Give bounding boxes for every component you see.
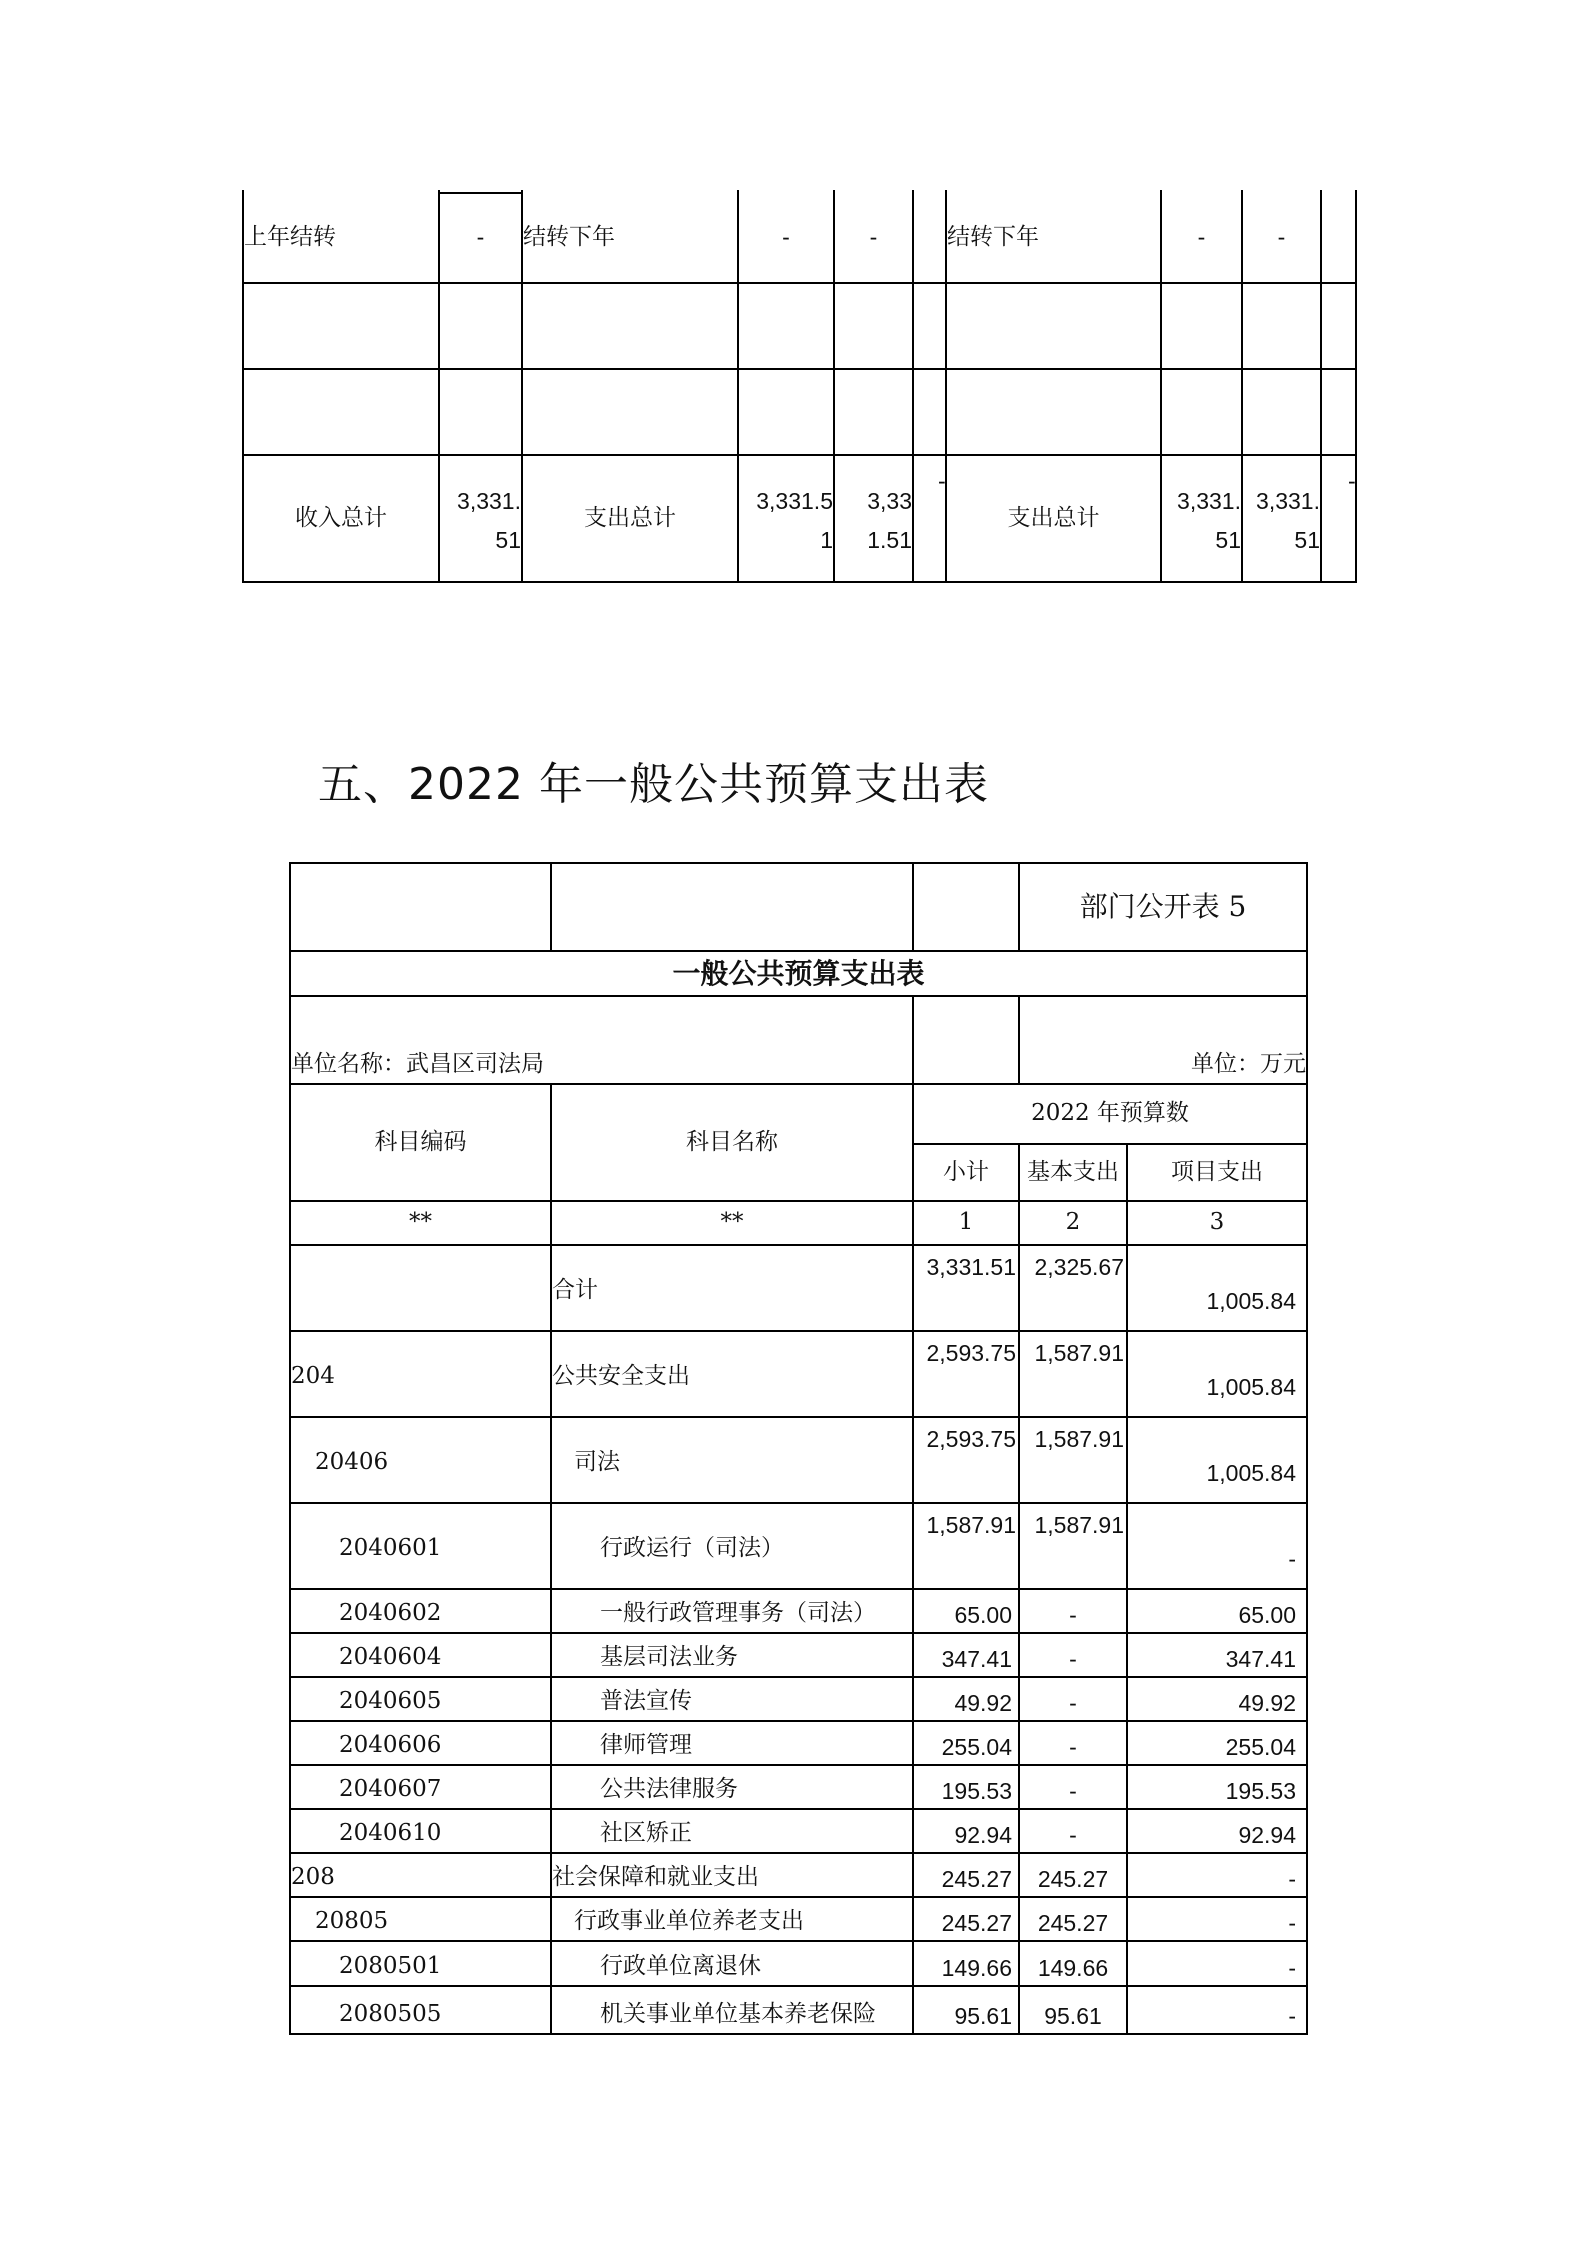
row-basic: - bbox=[1069, 1690, 1077, 1717]
row-code: 2040602 bbox=[339, 1600, 442, 1627]
row-project: 347.41 bbox=[1225, 1646, 1296, 1673]
table-tag: 部门公开表 5 bbox=[1079, 890, 1247, 924]
index-name: ** bbox=[720, 1209, 744, 1236]
row-name: 行政事业单位养老支出 bbox=[574, 1908, 804, 1935]
table-line bbox=[912, 862, 914, 950]
row-name: 社区矫正 bbox=[600, 1820, 692, 1847]
row-subtotal: 3,331.51 bbox=[926, 1254, 1016, 1280]
row-project: 1,005.84 bbox=[1206, 1374, 1296, 1401]
row-basic: 95.61 bbox=[1044, 2003, 1102, 2030]
row-project: 49.92 bbox=[1238, 1690, 1296, 1717]
top-table-line bbox=[242, 368, 1357, 370]
row-project: - bbox=[1288, 1955, 1296, 1982]
header-basic: 基本支出 bbox=[1027, 1158, 1119, 1185]
section-title: 五、2022 年一般公共预算支出表 bbox=[318, 759, 989, 810]
carryover-label: 上年结转 bbox=[244, 224, 336, 251]
row-subtotal: 149.66 bbox=[941, 1955, 1012, 1982]
top-table-line bbox=[912, 190, 914, 583]
income-total-value: 3,331. 51 bbox=[457, 488, 521, 553]
row-subtotal: 255.04 bbox=[941, 1734, 1012, 1761]
total-dash: - bbox=[1348, 468, 1356, 494]
header-subtotal: 小计 bbox=[943, 1158, 989, 1185]
row-code: 2080505 bbox=[339, 2001, 442, 2028]
row-subtotal: 2,593.75 bbox=[926, 1340, 1016, 1366]
table-line bbox=[912, 995, 914, 1083]
carry-next-label: 结转下年 bbox=[523, 224, 615, 251]
row-name: 公共安全支出 bbox=[552, 1363, 690, 1390]
index-code: ** bbox=[409, 1209, 432, 1236]
expense-total-value: 3,33 1.51 bbox=[867, 488, 912, 553]
row-project: 1,005.84 bbox=[1206, 1288, 1296, 1315]
row-basic: 1,587.91 bbox=[1034, 1340, 1124, 1366]
row-basic: 1,587.91 bbox=[1034, 1512, 1124, 1538]
row-code: 2040604 bbox=[339, 1644, 442, 1671]
row-project: - bbox=[1288, 1910, 1296, 1937]
row-name: 基层司法业务 bbox=[600, 1644, 738, 1671]
table-line bbox=[289, 2033, 1308, 2035]
row-code: 204 bbox=[291, 1363, 335, 1390]
row-subtotal: 347.41 bbox=[941, 1646, 1012, 1673]
row-basic: - bbox=[1069, 1822, 1077, 1849]
row-code: 208 bbox=[291, 1864, 335, 1891]
row-name: 行政单位离退休 bbox=[600, 1953, 761, 1980]
expense-total-label: 支出总计 bbox=[584, 504, 676, 531]
row-subtotal: 95.61 bbox=[954, 2003, 1012, 2030]
top-table-line bbox=[1320, 190, 1322, 583]
row-subtotal: 1,587.91 bbox=[926, 1512, 1016, 1538]
expense-total-value: 3,331.5 1 bbox=[756, 488, 833, 553]
row-name: 普法宣传 bbox=[600, 1688, 692, 1715]
row-subtotal: 49.92 bbox=[954, 1690, 1012, 1717]
header-budget: 2022 年预算数 bbox=[1031, 1100, 1189, 1127]
row-name: 社会保障和就业支出 bbox=[552, 1864, 759, 1891]
row-project: 1,005.84 bbox=[1206, 1460, 1296, 1487]
row-basic: 2,325.67 bbox=[1034, 1254, 1124, 1280]
top-table-line bbox=[1355, 190, 1357, 583]
row-basic: 149.66 bbox=[1037, 1955, 1109, 1982]
header-code: 科目编码 bbox=[374, 1128, 467, 1155]
carryover-income: - bbox=[476, 224, 485, 251]
expense-total-value: 3,331. 51 bbox=[1177, 488, 1241, 553]
carry-next-value: - bbox=[1277, 224, 1286, 251]
top-table-line bbox=[242, 282, 1357, 284]
row-code: 2040606 bbox=[339, 1732, 442, 1759]
row-code: 2040601 bbox=[339, 1535, 442, 1562]
row-code: 2080501 bbox=[339, 1953, 442, 1980]
row-project: - bbox=[1288, 1866, 1296, 1893]
row-name: 公共法律服务 bbox=[600, 1776, 738, 1803]
row-project: - bbox=[1288, 1546, 1296, 1573]
carry-next-label-2: 结转下年 bbox=[947, 224, 1039, 251]
row-subtotal: 245.27 bbox=[941, 1866, 1012, 1893]
row-subtotal: 92.94 bbox=[954, 1822, 1012, 1849]
total-dash: - bbox=[938, 468, 946, 494]
carry-next-value: - bbox=[782, 224, 790, 251]
table-line bbox=[550, 862, 552, 950]
index-c2: 2 bbox=[1065, 1209, 1081, 1236]
expense-total-label-2: 支出总计 bbox=[1007, 504, 1100, 531]
row-code bbox=[291, 1246, 550, 1330]
row-project: 255.04 bbox=[1225, 1734, 1296, 1761]
row-code: 2040610 bbox=[339, 1820, 442, 1847]
row-basic: 245.27 bbox=[1037, 1910, 1109, 1937]
row-code: 2040607 bbox=[339, 1776, 442, 1803]
row-name: 律师管理 bbox=[600, 1732, 692, 1759]
row-basic: 1,587.91 bbox=[1034, 1426, 1124, 1452]
row-name: 司法 bbox=[574, 1449, 620, 1476]
row-code: 20406 bbox=[315, 1449, 389, 1476]
table-title: 一般公共预算支出表 bbox=[672, 956, 925, 990]
top-table-line bbox=[242, 581, 1357, 583]
row-name: 机关事业单位基本养老保险 bbox=[600, 2001, 876, 2028]
header-name: 科目名称 bbox=[686, 1128, 778, 1155]
table-line bbox=[1306, 862, 1308, 2035]
row-basic: - bbox=[1069, 1602, 1077, 1629]
row-project: 92.94 bbox=[1238, 1822, 1296, 1849]
row-subtotal: 2,593.75 bbox=[926, 1426, 1016, 1452]
expense-total-value: 3,331. 51 bbox=[1256, 488, 1320, 553]
row-basic: - bbox=[1069, 1778, 1077, 1805]
row-project: - bbox=[1288, 2003, 1296, 2030]
row-name: 一般行政管理事务（司法） bbox=[600, 1600, 876, 1627]
row-basic: - bbox=[1069, 1734, 1077, 1761]
row-basic: 245.27 bbox=[1037, 1866, 1109, 1893]
row-name: 行政运行（司法） bbox=[600, 1535, 784, 1562]
unit-label: 单位：万元 bbox=[1191, 1051, 1306, 1078]
index-c1: 1 bbox=[958, 1209, 974, 1236]
row-name: 合计 bbox=[552, 1277, 598, 1304]
row-project: 195.53 bbox=[1225, 1778, 1296, 1805]
row-code: 2040605 bbox=[339, 1688, 442, 1715]
income-total-label: 收入总计 bbox=[295, 504, 387, 531]
row-code: 20805 bbox=[315, 1908, 389, 1935]
row-subtotal: 65.00 bbox=[954, 1602, 1012, 1629]
row-basic: - bbox=[1069, 1646, 1077, 1673]
row-subtotal: 195.53 bbox=[941, 1778, 1012, 1805]
carry-next-value: - bbox=[1197, 224, 1206, 251]
unit-name: 单位名称：武昌区司法局 bbox=[291, 1051, 544, 1078]
carry-next-value: - bbox=[869, 224, 878, 251]
index-c3: 3 bbox=[1209, 1209, 1225, 1236]
row-subtotal: 245.27 bbox=[941, 1910, 1012, 1937]
header-project: 项目支出 bbox=[1171, 1158, 1263, 1185]
row-project: 65.00 bbox=[1238, 1602, 1296, 1629]
